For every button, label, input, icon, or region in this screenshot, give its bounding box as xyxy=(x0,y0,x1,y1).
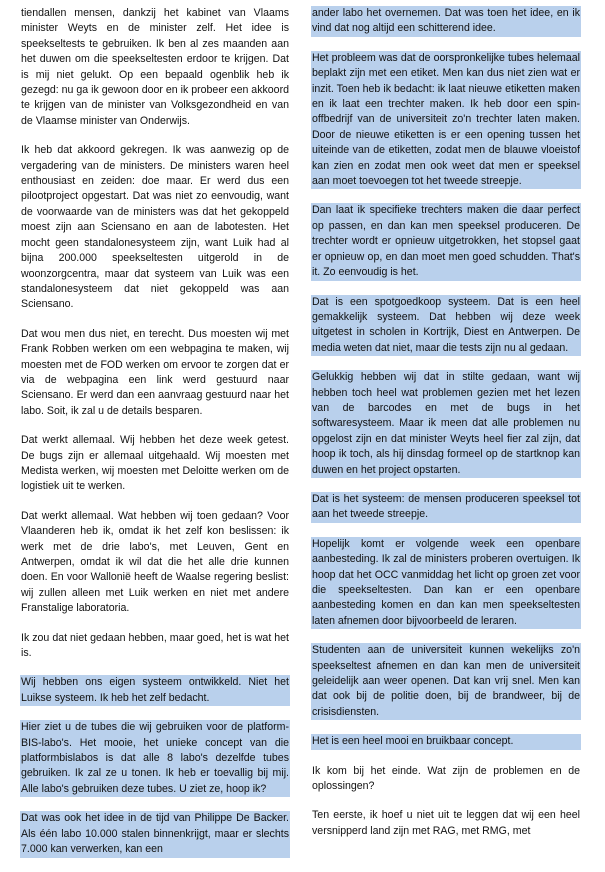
left-column xyxy=(20,6,290,872)
highlighted-paragraph: Wij hebben ons eigen systeem ontwikkeld. Niet het Luikse systeem. Ik heb het zelf bedacht. xyxy=(20,675,290,706)
paragraph: tiendallen mensen, dankzij het kabinet van Vlaams minister Weyts en de minister zelf. Het idee is speekseltests te gebruiken. Ik ben al zes maanden aan het duwen om die speekseltesten erdoor te krijgen. Dat is mij niet gelukt. Op een bepaald ogenblik heb ik gezegd: nu ga ik gewoon door en ik probeer een akkoord te krijgen van de minister van Volksgezondheid en van de Vlaamse minister van Onderwijs. xyxy=(21,7,289,127)
highlighted-paragraph: Gelukkig hebben wij dat in stilte gedaan, want wij hebben toch heel wat problemen gezien met het lezen van de barcodes en met de bugs in het softwaresysteem. Maar ik meen dat alle problemen nu opgelost zijn en dat minister Weyts heel fier zal zijn, dat hoop ik toch, als hij dinsdag formeel op de startknop kan duwen en het project opstarten. xyxy=(311,370,581,478)
highlighted-paragraph: ander labo het overnemen. Dat was toen het idee, en ik vind dat nog altijd een schitterend idee. xyxy=(311,6,581,37)
paragraph: Dat werkt allemaal. Wij hebben het deze week getest. De bugs zijn er allemaal uitgehaald. Wij moesten met Medista werken, wij moesten met Deloitte werken om de logistiek uit te werken. xyxy=(21,434,289,493)
paragraph: Ik kom bij het einde. Wat zijn de problemen en de oplossingen? xyxy=(312,764,580,793)
paragraph: Ik zou dat niet gedaan hebben, maar goed, het is wat het is. xyxy=(21,631,289,660)
highlighted-paragraph: Het probleem was dat de oorspronkelijke tubes helemaal beplakt zijn met een etiket. Men kan dus niet zien wat er inzit. Toen heb ik bedacht: ik laat nieuwe etiketten maken en ik laat een trechter maken. Ik heb door een spin-offbedrijf van de universiteit zo'n trechter laten maken. Door de nieuwe etiketten is er een opening tussen het uiteinde van de etiketten, zodat men de blauwe vloeistof kan zien en zodat men ook weet dat men er speeksel aan moet toevoegen tot het tweede streepje. xyxy=(311,51,581,190)
highlighted-paragraph: Dat was ook het idee in de tijd van Philippe De Backer. Als één labo 10.000 stalen binnenkrijgt, maar er slechts 7.000 kan verwerken, kan een xyxy=(20,811,290,857)
paragraph: Dat wou men dus niet, en terecht. Dus moesten wij met Frank Robben werken om een webpagina te maken, wij moesten met de FOD werken om ervoor te zorgen dat er via de webpagina een link werd gestuurd naar Sciensano. Er werd dan een aanvraag gestuurd naar het labo. Soit, ik zal u de details besparen. xyxy=(21,327,289,417)
highlighted-paragraph: Dat is het systeem: de mensen produceren speeksel tot aan het tweede streepje. xyxy=(311,492,581,523)
highlighted-paragraph: Dat is een spotgoedkoop systeem. Dat is een heel gemakkelijk systeem. Dat hebben wij deze week uitgetest in scholen in Kortrijk, Diest en Antwerpen. De media weten dat niet, maar die tests zijn nu al gedaan. xyxy=(311,295,581,357)
highlighted-paragraph: Studenten aan de universiteit kunnen wekelijks zo'n speekseltest afnemen en dan kan men de universiteit geleidelijk aan weer openen. Dat kan vrij snel. Men kan dat ook bij de politie doen, bij de brandweer, bij de crisisdiensten. xyxy=(311,643,581,720)
highlighted-paragraph: Het is een heel mooi en bruikbaar concept. xyxy=(311,734,581,749)
paragraph: Ten eerste, ik hoef u niet uit te leggen dat wij een heel versnipperd land zijn met RAG, met RMG, met xyxy=(312,809,580,837)
highlighted-paragraph: Dan laat ik specifieke trechters maken die daar perfect op passen, en dan kan men speeksel produceren. De trechter wordt er opnieuw uitgetrokken, het stopsel gaat er opnieuw op, en dan moet men goed schudden. That's it. Zo eenvoudig is het. xyxy=(311,203,581,280)
paragraph: Dat werkt allemaal. Wat hebben wij toen gedaan? Voor Vlaanderen heb ik, omdat ik het zelf kon beslissen: ik werk met de drie labo's, met Leuven, Gent en Antwerpen, omdat ik wil dat die het alle drie kunnen doen. En voor Wallonië heeft de Waalse regering beslist: wij zullen alleen met Luik werken en niet met andere Franstalige laboratoria. xyxy=(21,509,289,615)
highlighted-paragraph: Hopelijk komt er volgende week een openbare aanbesteding. Ik zal de ministers proberen overtuigen. Ik hoop dat het OCC vanmiddag het licht op groen zet voor die speekseltesten. Dan kan er een openbare aanbesteding komen en dan kan men speekseltesten laten afnemen door bijvoorbeeld de leraren. xyxy=(311,537,581,629)
right-column xyxy=(311,6,581,853)
highlighted-paragraph: Hier ziet u de tubes die wij gebruiken voor de platform-BIS-labo's. Het mooie, het unieke concept van die platformbislabos is dat alle 8 labo's dezelfde tubes gebruiken. Ik zal ze u tonen. Ik heb er toevallig bij mij. Alle labo's gebruiken deze tubes. U ziet ze, hoop ik? xyxy=(20,720,290,797)
paragraph: Ik heb dat akkoord gekregen. Ik was aanwezig op de vergadering van de ministers. De ministers waren heel enthousiast en zeiden: doe maar. Er werd dus een pilootproject opgestart. Dat was niet zo eenvoudig, want de voorwaarde van de ministers was dat het gekoppeld moest zijn aan Sciensano en aan de labotesten. Het mocht geen standalonesysteem zijn, want Luik had al bijna 200.000 speekseltesten uitgerold in de woonzorgcentra, maar dat systeem van Luik was een standalonesysteem dat niet gekoppeld was aan Sciensano. xyxy=(21,144,289,311)
